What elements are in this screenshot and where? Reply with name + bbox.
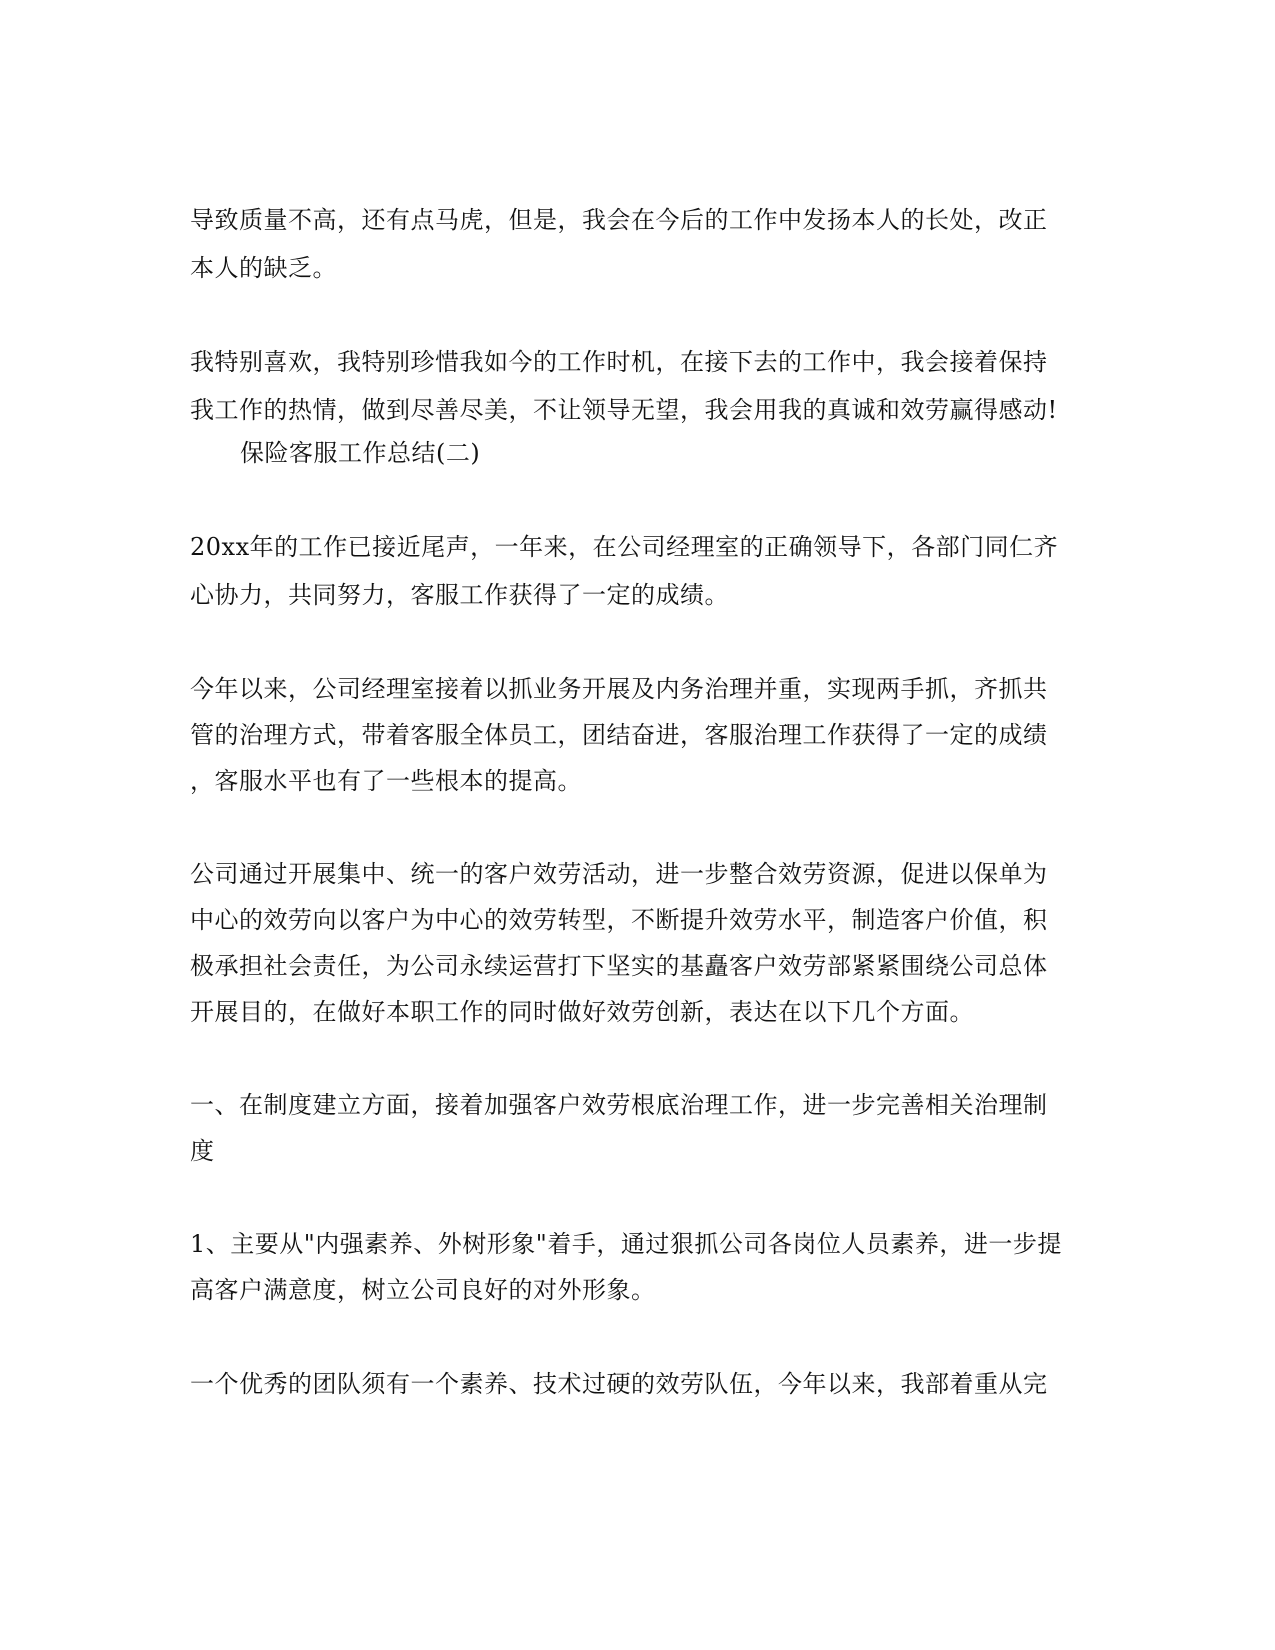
- paragraph-6-line-1: 一、在制度建立方面，接着加强客户效劳根底治理工作，进一步完善相关治理制: [190, 1091, 1048, 1119]
- paragraph-2-line-1: 我特别喜欢，我特别珍惜我如今的工作时机，在接下去的工作中，我会接着保持: [190, 348, 1048, 376]
- paragraph-1-line-1: 导致质量不高，还有点马虎，但是，我会在今后的工作中发扬本人的长处，改正: [190, 206, 1048, 234]
- paragraph-7-line-2: 高客户满意度，树立公司良好的对外形象。: [190, 1276, 656, 1304]
- paragraph-3-line-2: 心协力，共同努力，客服工作获得了一定的成绩。: [190, 581, 729, 609]
- section-heading: 保险客服工作总结(二): [240, 439, 481, 467]
- paragraph-1-line-2: 本人的缺乏。: [190, 254, 337, 282]
- paragraph-6-line-2: 度: [190, 1137, 215, 1165]
- paragraph-5-line-1: 公司通过开展集中、统一的客户效劳活动，进一步整合效劳资源，促进以保单为: [190, 860, 1048, 888]
- paragraph-5-line-4: 开展目的，在做好本职工作的同时做好效劳创新，表达在以下几个方面。: [190, 998, 974, 1026]
- paragraph-2-line-2: 我工作的热情，做到尽善尽美，不让领导无望，我会用我的真诚和效劳赢得感动!: [190, 396, 1058, 424]
- paragraph-5-line-3: 极承担社会责任，为公司永续运营打下坚实的基矗客户效劳部紧紧围绕公司总体: [190, 952, 1048, 980]
- paragraph-7-line-1: 1、主要从"内强素养、外树形象"着手，通过狠抓公司各岗位人员素养，进一步提: [190, 1230, 1062, 1258]
- paragraph-3-line-1: 20xx年的工作已接近尾声，一年来，在公司经理室的正确领导下，各部门同仁齐: [190, 533, 1059, 561]
- paragraph-4-line-3: ，客服水平也有了一些根本的提高。: [190, 767, 582, 795]
- paragraph-4-line-1: 今年以来，公司经理室接着以抓业务开展及内务治理并重，实现两手抓，齐抓共: [190, 675, 1048, 703]
- paragraph-8-line-1: 一个优秀的团队须有一个素养、技术过硬的效劳队伍，今年以来，我部着重从完: [190, 1370, 1048, 1398]
- paragraph-4-line-2: 管的治理方式，带着客服全体员工，团结奋进，客服治理工作获得了一定的成绩: [190, 721, 1048, 749]
- paragraph-5-line-2: 中心的效劳向以客户为中心的效劳转型，不断提升效劳水平，制造客户价值，积: [190, 906, 1048, 934]
